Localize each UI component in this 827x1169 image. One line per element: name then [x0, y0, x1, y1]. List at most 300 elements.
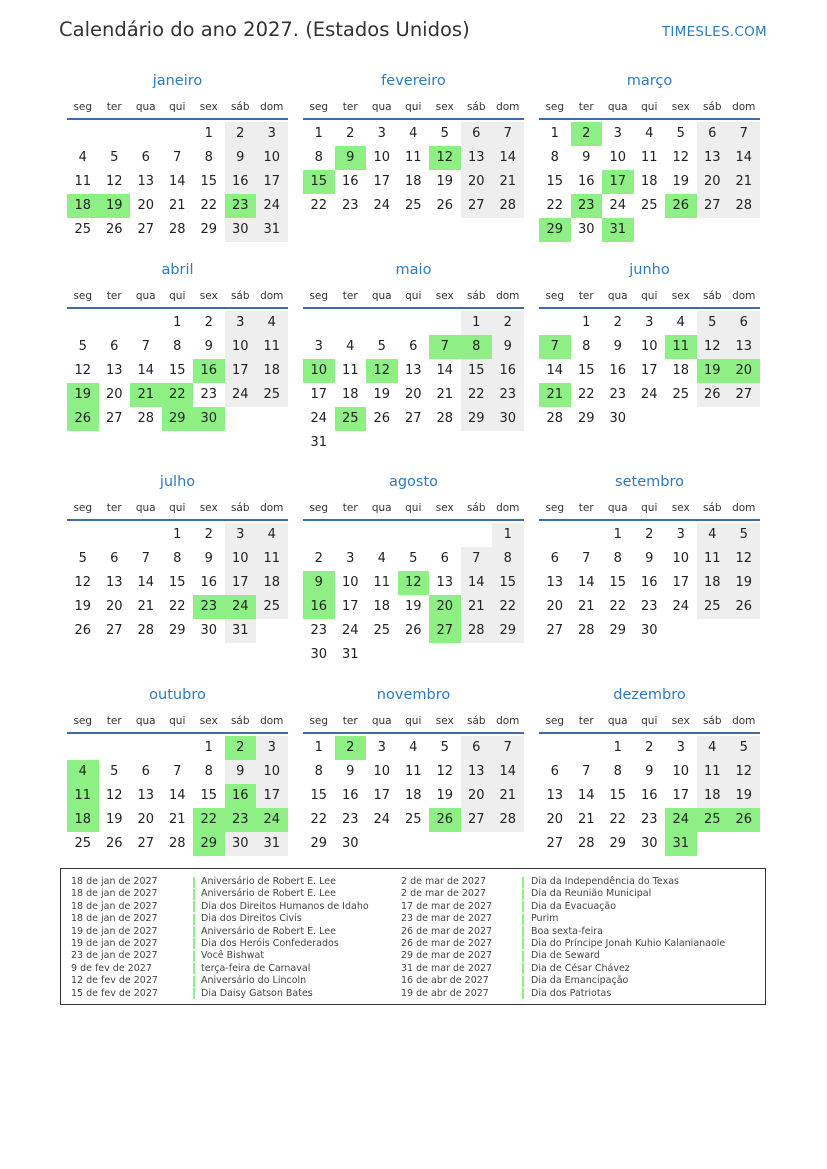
legend-holiday-name: Dia de César Chávez [531, 962, 630, 974]
day-cell: 25 [672, 387, 690, 402]
day-cell: 9 [492, 335, 524, 359]
month-name: janeiro [152, 73, 203, 89]
weekday-name: qui [405, 101, 422, 113]
page-title: Calendário do ano 2027. (Estados Unidos) [59, 18, 470, 41]
holiday-day-cell: 24 [225, 595, 257, 619]
weekday-name: ter [342, 101, 358, 113]
day-cell: 3 [676, 740, 685, 755]
holiday-day-cell: 11 [665, 335, 697, 359]
day-cell: 12 [74, 575, 92, 590]
day-cell: 10 [256, 146, 288, 170]
weekday-name: ter [578, 502, 594, 514]
legend-entry [401, 926, 731, 938]
legend-marker [193, 877, 195, 888]
weekday-name: dom [496, 290, 520, 302]
legend-holiday-name: Aniversário do Lincoln [201, 975, 307, 987]
legend-entry [71, 950, 401, 962]
weekday-name: dom [732, 502, 756, 514]
weekday-name: sex [671, 715, 690, 727]
day-cell: 4 [676, 315, 685, 330]
legend-date: 31 de mar de 2027 [401, 962, 493, 974]
day-cell: 18 [404, 788, 422, 803]
weekday-name: qua [607, 715, 628, 727]
day-cell: 28 [436, 411, 454, 426]
legend-date: 23 de mar de 2027 [401, 913, 493, 925]
holiday-day-cell: 20 [429, 595, 461, 619]
header-rule [67, 732, 288, 734]
day-cell: 3 [346, 551, 355, 566]
day-cell: 21 [577, 812, 595, 827]
holiday-day-cell: 27 [429, 619, 461, 643]
day-cell: 28 [137, 623, 155, 638]
legend-marker [522, 951, 524, 962]
holiday-day-cell: 2 [335, 736, 367, 760]
holiday-day-cell: 19 [67, 383, 99, 407]
day-cell: 22 [168, 599, 186, 614]
day-cell: 10 [640, 339, 658, 354]
day-cell: 1 [204, 740, 213, 755]
day-cell: 30 [640, 836, 658, 851]
month-name: junho [629, 262, 670, 278]
weekday-name: qua [135, 502, 156, 514]
holiday-day-cell: 23 [225, 808, 257, 832]
weekday-name: ter [578, 101, 594, 113]
day-cell: 20 [461, 170, 493, 194]
day-cell: 11 [404, 150, 422, 165]
legend-marker [193, 938, 195, 949]
holiday-day-cell: 31 [665, 832, 697, 856]
holiday-day-cell: 17 [602, 170, 634, 194]
day-cell: 19 [373, 387, 391, 402]
holiday-day-cell: 7 [429, 335, 461, 359]
holiday-day-cell: 26 [429, 808, 461, 832]
legend-holiday-name: Dia dos Direitos Civis [201, 913, 302, 925]
day-cell: 30 [577, 222, 595, 237]
day-cell: 6 [110, 551, 119, 566]
day-cell: 9 [582, 150, 591, 165]
day-cell: 21 [728, 170, 760, 194]
day-cell: 13 [546, 575, 564, 590]
day-cell: 13 [546, 788, 564, 803]
day-cell: 21 [436, 387, 454, 402]
holiday-day-cell: 21 [130, 383, 162, 407]
weekday-name: ter [342, 502, 358, 514]
legend-holiday-name: Você Bishwat [201, 950, 265, 962]
day-cell: 20 [105, 599, 123, 614]
day-cell: 10 [225, 547, 257, 571]
day-cell: 29 [577, 411, 595, 426]
holiday-day-cell: 12 [398, 571, 430, 595]
holiday-day-cell: 18 [67, 808, 99, 832]
day-cell: 6 [141, 764, 150, 779]
weekday-name: qui [641, 502, 658, 514]
day-cell: 3 [225, 311, 257, 335]
month-name: dezembro [613, 687, 686, 703]
day-cell: 27 [546, 623, 564, 638]
legend-marker [193, 951, 195, 962]
weekday-name: qui [641, 290, 658, 302]
weekday-name: ter [578, 715, 594, 727]
day-cell: 5 [78, 339, 87, 354]
day-cell: 23 [200, 387, 218, 402]
day-cell: 30 [492, 407, 524, 431]
day-cell: 6 [697, 122, 729, 146]
day-cell: 10 [256, 760, 288, 784]
day-cell: 9 [225, 146, 257, 170]
day-cell: 29 [168, 623, 186, 638]
day-cell: 3 [256, 736, 288, 760]
holiday-day-cell: 16 [303, 595, 335, 619]
month-name: novembro [376, 687, 451, 703]
legend-entry [401, 975, 731, 987]
day-cell: 25 [256, 383, 288, 407]
weekday-name: qua [371, 715, 392, 727]
day-cell: 25 [404, 812, 422, 827]
weekday-name: sex [199, 290, 218, 302]
holiday-day-cell: 10 [303, 359, 335, 383]
day-cell: 19 [436, 788, 454, 803]
day-cell: 24 [640, 387, 658, 402]
day-cell: 4 [697, 523, 729, 547]
day-cell: 11 [74, 174, 92, 189]
day-cell: 28 [168, 836, 186, 851]
day-cell: 4 [409, 740, 418, 755]
holiday-day-cell: 2 [571, 122, 603, 146]
day-cell: 31 [256, 832, 288, 856]
day-cell: 31 [225, 619, 257, 643]
day-cell: 27 [728, 383, 760, 407]
day-cell: 15 [200, 788, 218, 803]
day-cell: 22 [310, 198, 328, 213]
day-cell: 29 [609, 836, 627, 851]
day-cell: 8 [314, 764, 323, 779]
day-cell: 11 [341, 363, 359, 378]
day-cell: 1 [461, 311, 493, 335]
day-cell: 20 [546, 812, 564, 827]
legend-holiday-name: Aniversário de Robert E. Lee [201, 876, 336, 887]
holiday-day-cell: 15 [303, 170, 335, 194]
legend-entry [401, 950, 731, 962]
day-cell: 14 [168, 174, 186, 189]
header-rule [303, 307, 524, 309]
weekday-name: dom [496, 715, 520, 727]
day-cell: 30 [341, 836, 359, 851]
day-cell: 20 [137, 812, 155, 827]
legend-date: 18 de jan de 2027 [71, 900, 158, 912]
day-cell: 2 [613, 315, 622, 330]
day-cell: 15 [200, 174, 218, 189]
day-cell: 14 [137, 363, 155, 378]
day-cell: 1 [314, 740, 323, 755]
day-cell: 25 [74, 836, 92, 851]
day-cell: 6 [550, 764, 559, 779]
day-cell: 15 [168, 575, 186, 590]
holiday-day-cell: 29 [162, 407, 194, 431]
day-cell: 3 [377, 740, 386, 755]
day-cell: 29 [461, 407, 493, 431]
holiday-day-cell: 25 [335, 407, 367, 431]
day-cell: 26 [728, 595, 760, 619]
weekday-name: qua [371, 101, 392, 113]
day-cell: 27 [461, 808, 493, 832]
weekday-name: sáb [230, 290, 250, 302]
day-cell: 23 [341, 812, 359, 827]
day-cell: 18 [640, 174, 658, 189]
month-name: março [626, 73, 673, 89]
day-cell: 26 [105, 836, 123, 851]
day-cell: 8 [314, 150, 323, 165]
day-cell: 7 [141, 339, 150, 354]
legend-marker [193, 889, 195, 900]
legend-holiday-name: Aniversário de Robert E. Lee [201, 925, 336, 937]
weekday-name: seg [545, 502, 565, 514]
weekday-name: sáb [466, 715, 486, 727]
weekday-name: ter [342, 290, 358, 302]
day-cell: 24 [373, 198, 391, 213]
holiday-day-cell: 26 [67, 407, 99, 431]
day-cell: 22 [492, 595, 524, 619]
day-cell: 3 [377, 126, 386, 141]
day-cell: 6 [550, 551, 559, 566]
header-rule [303, 118, 524, 120]
day-cell: 12 [728, 760, 760, 784]
weekday-name: ter [106, 290, 122, 302]
weekday-name: dom [732, 715, 756, 727]
day-cell: 19 [728, 784, 760, 808]
day-cell: 30 [609, 411, 627, 426]
legend-date: 2 de mar de 2027 [401, 876, 487, 887]
legend-marker [522, 914, 524, 925]
weekday-name: sáb [702, 290, 722, 302]
day-cell: 5 [728, 736, 760, 760]
day-cell: 23 [310, 623, 328, 638]
day-cell: 28 [168, 222, 186, 237]
legend-holiday-name: Dia da Reunião Municipal [531, 888, 652, 900]
day-cell: 21 [168, 812, 186, 827]
day-cell: 10 [225, 335, 257, 359]
day-cell: 14 [492, 146, 524, 170]
day-cell: 2 [204, 527, 213, 542]
holiday-day-cell: 12 [429, 146, 461, 170]
day-cell: 5 [78, 551, 87, 566]
legend-entry [71, 975, 401, 987]
holiday-day-cell: 31 [602, 218, 634, 242]
holiday-day-cell: 16 [193, 359, 225, 383]
legend-date: 26 de mar de 2027 [401, 925, 493, 937]
day-cell: 19 [404, 599, 422, 614]
header-rule [303, 732, 524, 734]
legend-date: 15 de fev de 2027 [71, 987, 158, 999]
day-cell: 16 [609, 363, 627, 378]
header-rule [539, 118, 760, 120]
day-cell: 28 [728, 194, 760, 218]
month-name: setembro [615, 474, 684, 490]
day-cell: 8 [173, 339, 182, 354]
day-cell: 31 [256, 218, 288, 242]
day-cell: 7 [582, 551, 591, 566]
day-cell: 21 [168, 198, 186, 213]
day-cell: 30 [640, 623, 658, 638]
legend-holiday-name: Dia dos Heróis Confederados [201, 937, 339, 949]
legend-entry [401, 938, 731, 950]
legend-holiday-name: Dia dos Patriotas [531, 987, 612, 999]
legend-date: 18 de jan de 2027 [71, 876, 158, 887]
day-cell: 14 [728, 146, 760, 170]
weekday-name: seg [73, 101, 93, 113]
day-cell: 15 [492, 571, 524, 595]
day-cell: 12 [672, 150, 690, 165]
day-cell: 25 [74, 222, 92, 237]
day-cell: 9 [645, 764, 654, 779]
legend-holiday-name: Dia da Emancipação [531, 975, 629, 987]
day-cell: 4 [78, 150, 87, 165]
day-cell: 2 [645, 527, 654, 542]
day-cell: 28 [492, 194, 524, 218]
day-cell: 1 [173, 315, 182, 330]
legend-entry [71, 888, 401, 900]
legend-marker [522, 901, 524, 912]
month-name: agosto [388, 474, 439, 490]
day-cell: 27 [105, 411, 123, 426]
day-cell: 25 [373, 623, 391, 638]
header-rule [303, 519, 524, 521]
day-cell: 5 [728, 523, 760, 547]
legend-entry [401, 988, 731, 1000]
weekday-name: dom [260, 101, 284, 113]
weekday-name: seg [309, 715, 329, 727]
weekday-name: qui [405, 502, 422, 514]
day-cell: 13 [461, 760, 493, 784]
day-cell: 10 [672, 764, 690, 779]
day-cell: 27 [137, 222, 155, 237]
legend-marker [522, 963, 524, 974]
weekday-name: qui [405, 290, 422, 302]
day-cell: 2 [225, 122, 257, 146]
day-cell: 7 [173, 764, 182, 779]
legend-holiday-name: Purim [531, 913, 559, 925]
day-cell: 15 [461, 359, 493, 383]
weekday-name: sex [199, 502, 218, 514]
header-rule [67, 307, 288, 309]
weekday-name: qua [135, 101, 156, 113]
legend-marker [193, 914, 195, 925]
legend-holiday-name: Dia do Príncipe Jonah Kuhio Kalanianaole [531, 937, 726, 949]
day-cell: 16 [200, 575, 218, 590]
day-cell: 30 [310, 647, 328, 662]
weekday-name: sáb [466, 502, 486, 514]
legend-holiday-name: Dia dos Direitos Humanos de Idaho [201, 900, 369, 912]
legend-date: 16 de abr de 2027 [401, 975, 489, 987]
site-link[interactable]: TIMESLES.COM [661, 24, 767, 40]
day-cell: 1 [582, 315, 591, 330]
day-cell: 25 [256, 595, 288, 619]
holiday-day-cell: 21 [539, 383, 571, 407]
weekday-name: qui [405, 715, 422, 727]
day-cell: 11 [256, 335, 288, 359]
legend-date: 26 de mar de 2027 [401, 937, 493, 949]
day-cell: 6 [461, 736, 493, 760]
legend-marker [193, 988, 195, 999]
day-cell: 6 [110, 339, 119, 354]
day-cell: 15 [168, 363, 186, 378]
day-cell: 24 [672, 599, 690, 614]
day-cell: 2 [314, 551, 323, 566]
day-cell: 7 [582, 764, 591, 779]
day-cell: 11 [256, 547, 288, 571]
day-cell: 18 [672, 363, 690, 378]
holiday-day-cell: 23 [193, 595, 225, 619]
legend-date: 19 de jan de 2027 [71, 937, 158, 949]
legend-entry [401, 876, 731, 888]
day-cell: 15 [609, 788, 627, 803]
day-cell: 7 [492, 736, 524, 760]
day-cell: 19 [74, 599, 92, 614]
legend-holiday-name: Dia da Evacuação [531, 900, 617, 912]
day-cell: 5 [440, 126, 449, 141]
holiday-day-cell: 16 [225, 784, 257, 808]
day-cell: 2 [204, 315, 213, 330]
day-cell: 27 [105, 623, 123, 638]
weekday-name: dom [260, 715, 284, 727]
day-cell: 26 [697, 383, 729, 407]
legend-holiday-name: Dia de Seward [531, 950, 600, 962]
weekday-name: seg [545, 290, 565, 302]
day-cell: 20 [697, 170, 729, 194]
legend-marker [522, 988, 524, 999]
day-cell: 11 [697, 760, 729, 784]
legend-marker [522, 889, 524, 900]
weekday-name: sex [435, 290, 454, 302]
weekday-name: qui [169, 290, 186, 302]
day-cell: 18 [404, 174, 422, 189]
day-cell: 7 [728, 122, 760, 146]
weekday-name: sex [199, 715, 218, 727]
day-cell: 20 [546, 599, 564, 614]
day-cell: 17 [640, 363, 658, 378]
day-cell: 3 [225, 523, 257, 547]
day-cell: 3 [256, 122, 288, 146]
day-cell: 21 [137, 599, 155, 614]
weekday-name: dom [496, 502, 520, 514]
legend-holiday-name: Dia da Independência do Texas [531, 876, 679, 887]
weekday-name: ter [578, 290, 594, 302]
legend-holiday-name: Aniversário de Robert E. Lee [201, 888, 336, 900]
weekday-name: seg [73, 715, 93, 727]
day-cell: 20 [404, 387, 422, 402]
day-cell: 8 [204, 764, 213, 779]
weekday-name: qui [169, 502, 186, 514]
legend-date: 18 de jan de 2027 [71, 913, 158, 925]
weekday-name: dom [732, 290, 756, 302]
month-name: abril [161, 262, 194, 278]
day-cell: 16 [640, 575, 658, 590]
legend-marker [522, 976, 524, 987]
legend-entry [401, 913, 731, 925]
day-cell: 27 [461, 194, 493, 218]
day-cell: 16 [492, 359, 524, 383]
legend-entry [401, 888, 731, 900]
day-cell: 8 [582, 339, 591, 354]
day-cell: 22 [609, 812, 627, 827]
month-name: maio [395, 262, 432, 278]
day-cell: 3 [613, 126, 622, 141]
weekday-name: sex [199, 101, 218, 113]
day-cell: 23 [640, 599, 658, 614]
day-cell: 4 [645, 126, 654, 141]
day-cell: 30 [225, 218, 257, 242]
day-cell: 23 [492, 383, 524, 407]
weekday-name: dom [496, 101, 520, 113]
